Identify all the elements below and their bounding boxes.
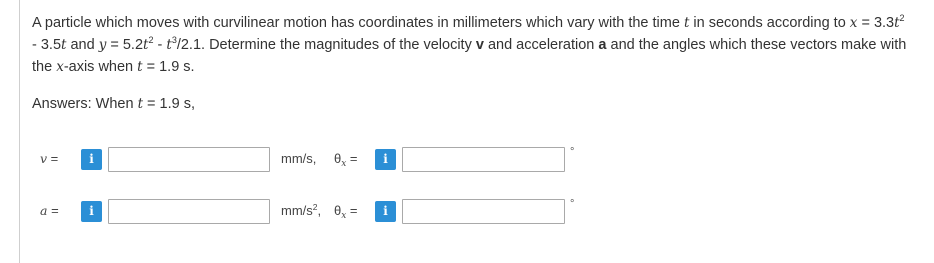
- answers-heading: Answers: When t = 1.9 s,: [32, 96, 196, 112]
- velocity-angle-label: $\theta_x$ =: [334, 151, 358, 169]
- acceleration-angle-input[interactable]: [402, 199, 565, 224]
- acceleration-label: a =: [40, 203, 59, 218]
- velocity-input[interactable]: [108, 147, 270, 172]
- acceleration-angle-info-button[interactable]: i: [375, 201, 396, 222]
- acceleration-row: [0, 198, 934, 226]
- acceleration-angle-label: $\theta_x$ =: [334, 203, 358, 221]
- velocity-info-button[interactable]: i: [81, 149, 102, 170]
- acceleration-degree-symbol: °: [570, 198, 575, 210]
- velocity-label: v =: [40, 151, 59, 166]
- velocity-unit: mm/s,: [281, 151, 317, 166]
- velocity-row: [0, 146, 934, 174]
- velocity-degree-symbol: °: [570, 146, 575, 158]
- acceleration-input[interactable]: [108, 199, 270, 224]
- acceleration-info-button[interactable]: i: [81, 201, 102, 222]
- acceleration-unit: $mm/s^2$,: [281, 202, 322, 218]
- velocity-angle-input[interactable]: [402, 147, 565, 172]
- problem-statement: A particle which moves with curvilinear motion has coordinates in millimeters which vary with the time t in seconds according to $x = 3.3t^2 - 3.5t$ and $y = 5.2t^2 - t^3/2.1$. Determine the magnitudes of the velocity v and acceleration a and the angles which these vectors make with the x-axis when t = 1.9 s.: [32, 13, 907, 75]
- velocity-angle-info-button[interactable]: i: [375, 149, 396, 170]
